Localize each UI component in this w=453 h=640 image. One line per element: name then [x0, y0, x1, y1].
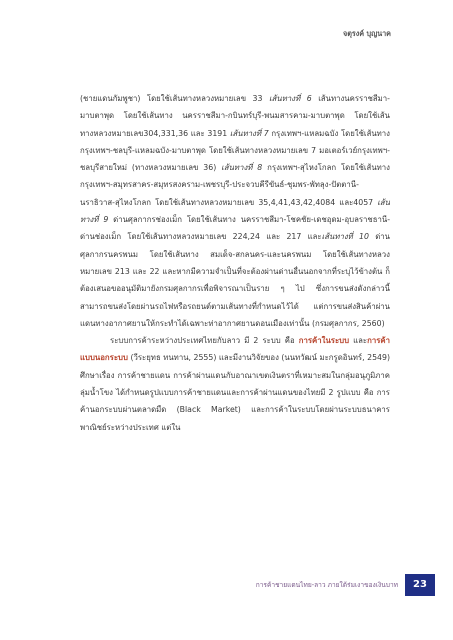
emphasis-term: การค้าแบบนอกระบบ	[80, 336, 390, 363]
route-label: เส้นทางที่ 10	[321, 232, 369, 242]
page-footer	[0, 572, 453, 600]
text-run: ด่านศุลกากรช่องเม็ก โดยใช้เส้นทาง นครราชสีมา-โชคชัย-เดชอุดม-อุบลราชธานี-ด่านช่องเม็ก โดยใช้เส้นทางหลวงหมายเลข 224,24 และ 217 และ	[80, 215, 391, 242]
body-text	[80, 90, 390, 436]
page-number-box: 23	[405, 574, 435, 596]
emphasis-term: การค้าในระบบ	[298, 336, 350, 346]
route-label: เส้นทางที่ 9	[80, 197, 390, 225]
text-run: ระบบการค้าระหว่างประเทศไทยกับลาว มี 2 ระบบ คือ	[110, 336, 299, 346]
route-label: เส้นทางที่ 6	[269, 94, 312, 103]
footer-book-title: การค้าชายแดนไทย-ลาว ภายใต้ร่มเงาของเงินบาท	[255, 581, 398, 589]
route-label: เส้นทางที่ 7	[229, 128, 269, 138]
route-label: เส้นทางที่ 8	[221, 163, 263, 173]
text-run: กรุงเทพฯ-แหลมฉบัง โดยใช้เส้นทางกรุงเทพฯ-ชลบุรี-แหลมฉบัง-มาบตาพุด โดยใช้เส้นทางหลวงหมายเลข 7 มอเตอร์เวย์กรุงเทพฯ-ชลบุรีสายใหม่ (ทางหลวงหมายเลข 36)	[80, 128, 390, 173]
text-run: เส้นทางนครราชสีมา-มาบตาพุด โดยใช้เส้นทาง นครราชสีมา-กบินทร์บุรี-พนมสารคาม-มาบตาพุด โดยใช้เส้นทางหลวงหมายเลข304,331,36 และ 3191	[80, 94, 390, 138]
text-run: กรุงเทพฯ-สุไหงโกลก โดยใช้เส้นทาง กรุงเทพฯ-สมุทรสาคร-สมุทรสงคราม-เพชรบุรี-ประจวบคีรีขันธ์-ชุมพร-พัทลุง-ปัตตานี-นราธิวาส-สุไหงโกลก โดยใช้เส้นทางหลวงหมายเลข 35,4,41,43,42,4084 และ4057	[80, 163, 390, 207]
body-paragraph	[80, 332, 390, 436]
running-header-author: จตุรงค์ บุญนาค	[342, 29, 391, 38]
body-paragraph	[80, 90, 390, 332]
text-run: (ชายแดนกัมพูชา) โดยใช้เส้นทางหลวงหมายเลข 33	[80, 94, 269, 103]
text-run: (วีระยุทธ ทนทาน, 2555) และมีงานวิจัยของ (นนทวัฒน์ มะกรูดอินทร์, 2549) ศึกษาเรื่อง การค้าชายแดน การค้าผ่านแดนกับอาณาเขตเงินตราที่เหมาะสมในกลุ่มอนุภูมิภาคลุ่มน้ำโขง ได้กำหนดรูปแบบการค้าชายแดนและการค้าผ่านแดนของไทยมี 2 รูปแบบ คือ การค้านอกระบบผ่านตลาดมืด (Black Market) และการค้าในระบบโดยผ่านระบบธนาคารพาณิชย์ระหว่างประเทศ แต่ใน	[80, 353, 390, 432]
text-run: ด่านศุลกากรนครพนม โดยใช้เส้นทาง สมเด็จ-สกลนคร-และนครพนม โดยใช้เส้นทางหลวงหมายเลข 213 และ 22 และหากมีความจำเป็นที่จะต้องผ่านด่านอื่นนอกจากที่ระบุไว้ข้างต้น ก็ต้องเสนอขออนุมัติมายังกรมศุลกากรเพื่อพิจารณาเป็นราย ๆ ไป ซึ่งการขนส่งดังกล่าวนี้สามารถขนส่งโดยผ่านรถไฟหรือรถยนต์ตามเส้นทางที่กำหนดไว้ได้ แต่การขนส่งสินค้าผ่านแดนทางอากาศยานให้กระทำได้เฉพาะท่าอากาศยานดอนเมืองเท่านั้น (กรมศุลกากร, 2560)	[80, 232, 390, 328]
text-run: และ	[349, 336, 368, 346]
